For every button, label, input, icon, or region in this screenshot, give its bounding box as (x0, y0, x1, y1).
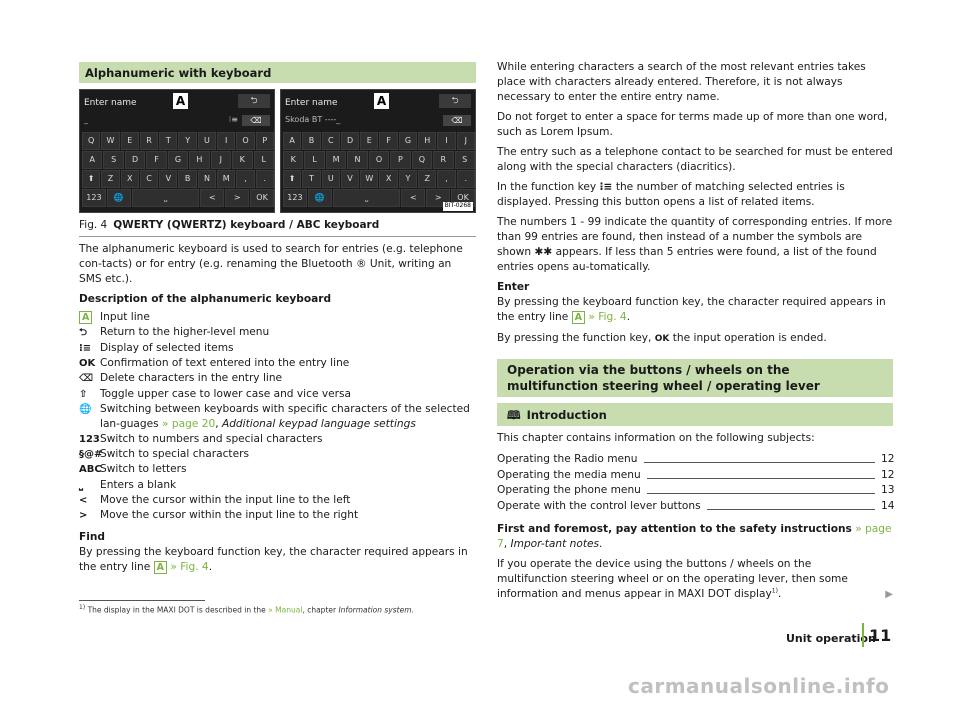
paragraph: This chapter contains information on the following subjects: (497, 431, 815, 444)
list-item: < Move the cursor within the input line to the left (79, 493, 476, 508)
list-item: ⇧ Toggle upper case to lower case and vice versa (79, 387, 476, 402)
delete-icon: ⌫ (242, 115, 270, 126)
toc-item[interactable]: Operating the Radio menu 12 (497, 453, 895, 466)
figure-link[interactable]: » Fig. 4 (170, 560, 209, 573)
toc-item[interactable]: Operate with the control lever buttons 14 (497, 499, 895, 512)
input-line: Skoda BT ----_ (285, 115, 341, 124)
subheading: Enter (497, 281, 530, 294)
list-item: ABC Switch to letters (79, 462, 476, 477)
key-row: K L M N O P Q R S (283, 151, 475, 169)
book-icon: 🕮 (507, 407, 521, 422)
toc-item[interactable]: Operating the media menu 12 (497, 468, 895, 481)
page-link[interactable]: » page 7 (497, 522, 892, 550)
marker-a: A (173, 93, 188, 109)
figure-code: BIT-0268 (444, 202, 471, 210)
page-number: 11 (869, 626, 892, 645)
list-item: 🌐 Switching between keyboards with specific characters of the selected lan-guages » page 20, Additional keypad language settings (79, 402, 470, 430)
continue-arrow-icon: ▶ (885, 588, 893, 600)
list-item: §@# Switch to special characters (79, 447, 476, 462)
list-icon: ⁝≡ (79, 342, 92, 354)
paragraph: The alphanumeric keyboard is used to search for entries (e.g. telephone con-tacts) or for entry (e.g. renaming the Bluetooth ® Unit, writing an SMS etc.). (79, 242, 463, 285)
key-row: 123 🌐 ⎵ < > OK (82, 189, 274, 207)
list-item: 123 Switch to numbers and special characters (79, 432, 476, 447)
list-item: ⎵ Enters a blank (79, 478, 476, 493)
list-item: ⌫ Delete characters in the entry line (79, 371, 476, 386)
shift-icon: ⇧ (79, 388, 88, 400)
key-grid (283, 132, 475, 208)
key-row: ⬆ Z X C V B N M , . (82, 170, 274, 188)
marker-a-icon: A (154, 561, 167, 574)
key-row: A S D F G H J K L (82, 151, 274, 169)
footer-rule (862, 623, 864, 647)
panel-title: Enter name (285, 98, 338, 108)
keyboard-qwerty-panel (79, 89, 275, 213)
list-item: > Move the cursor within the input line to the right (79, 508, 476, 523)
paragraph: By pressing the keyboard function key, the character required appears in the entry line A » Fig. 4. (79, 545, 468, 573)
globe-icon: 🌐 (79, 403, 92, 415)
key-row: Q W E R T Y U I O P (82, 132, 274, 150)
letters-icon: ABC (79, 464, 102, 476)
marker-a-icon: A (79, 311, 92, 324)
list-item: A Input line (79, 310, 476, 325)
cursor-left-icon: < (79, 495, 88, 507)
keyboard-abc-panel (280, 89, 476, 213)
delete-icon: ⌫ (443, 115, 471, 126)
table-of-contents (497, 452, 893, 514)
left-column (79, 62, 476, 575)
list-item: ⮌ Return to the higher-level menu (79, 325, 476, 340)
subheading: Description of the alphanumeric keyboard (79, 293, 332, 305)
paragraph: By pressing the function key, OK the input operation is ended. (497, 331, 827, 344)
intro-heading: 🕮 Introduction (497, 403, 893, 426)
list-item: OK Confirmation of text entered into the entry line (79, 356, 476, 371)
input-line: _ (84, 115, 88, 124)
section-title: Operation via the buttons / wheels on the multifunction steering wheel / operating lever (497, 359, 893, 397)
paragraph: By pressing the keyboard function key, the character required appears in the entry line A » Fig. 4. (497, 296, 886, 324)
page-link[interactable]: » page 20 (162, 417, 216, 430)
space-icon: ⎵ (79, 479, 83, 491)
paragraph: If you operate the device using the buttons / wheels on the multifunction steering wheel or on the operating lever, then some information and menus appear in MAXI DOT display$^{1)}$. ▶ (497, 557, 893, 602)
watermark: carmanualsonline.info (628, 674, 890, 698)
marker-a-icon: A (572, 311, 585, 324)
legend-list (79, 310, 476, 524)
marker-a: A (374, 93, 389, 109)
figure-caption: Fig. 4 QWERTY (QWERTZ) keyboard / ABC keyboard (79, 218, 476, 237)
return-icon: ⮌ (238, 94, 270, 108)
asterisk-symbols-icon: ✱✱ (534, 246, 553, 259)
figure-keyboards (79, 89, 476, 213)
footer-title: Unit operation (786, 632, 876, 645)
ok-icon: OK (654, 333, 670, 344)
delete-icon: ⌫ (79, 373, 94, 385)
subheading: Find (79, 530, 105, 543)
paragraph: The entry such as a telephone contact to be searched for must be entered along with the special characters (diacritics). (497, 146, 893, 174)
right-column (497, 62, 893, 602)
figure-link[interactable]: » Fig. 4 (588, 311, 627, 324)
numbers-icon: 123 (79, 433, 100, 445)
list-icon: ⁝≡ (228, 115, 238, 124)
paragraph: The numbers 1 - 99 indicate the quantity of corresponding entries. If more than 99 entries are found, then instead of a number the symbols are shown ✱✱ appears. If less than 5 entries were found, a list of the found entries opens au-tomatically. (497, 216, 893, 274)
paragraph: Do not forget to enter a space for terms made up of more than one word, such as Lorem Ipsum. (497, 111, 888, 139)
key-row: A B C D E F G H I J (283, 132, 475, 150)
footnote: $^{1)}$ The display in the MAXI DOT is described in the » Manual, chapter Information system. (79, 604, 414, 615)
key-grid (82, 132, 274, 208)
paragraph: First and foremost, pay attention to the safety instructions » page 7, Impor-tant notes. (497, 522, 892, 550)
panel-title: Enter name (84, 98, 137, 108)
paragraph: In the function key ⁝≡ the number of matching selected entries is displayed. Pressing this button opens a list of related items. (497, 181, 845, 209)
footnote-divider (79, 600, 205, 601)
section-title: Alphanumeric with keyboard (79, 62, 476, 83)
cursor-right-icon: > (79, 510, 88, 522)
list-icon: ⁝≡ (599, 181, 613, 194)
special-chars-icon: §@# (79, 449, 103, 461)
toc-item[interactable]: Operating the phone menu 13 (497, 484, 895, 497)
paragraph: While entering characters a search of the most relevant entries takes place with characters already entered. Therefore, it is not always necessary to enter the entire entry name. (497, 61, 866, 104)
return-icon: ⮌ (79, 327, 88, 339)
key-row: 123 🌐 ⎵ < > OK (283, 189, 475, 207)
list-item: ⁝≡ Display of selected items (79, 341, 476, 356)
return-icon: ⮌ (439, 94, 471, 108)
key-row: ⬆ T U V W X Y Z , . (283, 170, 475, 188)
ok-icon: OK (79, 357, 96, 369)
